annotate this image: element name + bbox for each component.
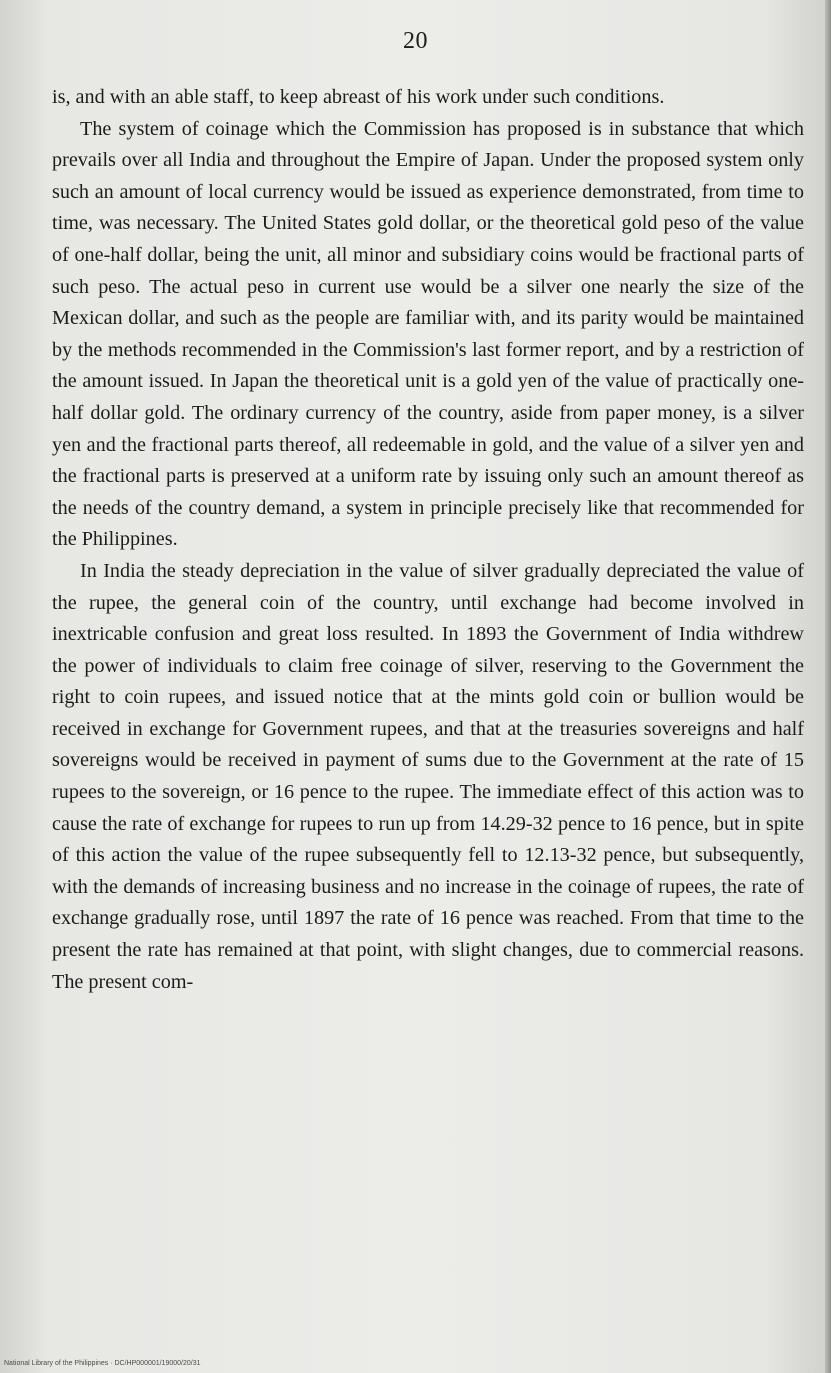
- body-text: [52, 82, 804, 998]
- digitization-credit: National Library of the Philippines · DC/HP000001/19000/20/31: [4, 1360, 201, 1367]
- paragraph-continuation: is, and with an able staff, to keep abreast of his work under such conditions.: [52, 86, 665, 108]
- page-edge-shadow: [825, 0, 831, 1373]
- paragraph-coinage-system: The system of coinage which the Commission has proposed is in substance that which prevails over all India and throughout the Empire of Japan. Under the proposed system only such an amount of local currency would be issued as experience demonstrated, from time to time, was necessary. The United States gold dollar, or the theoretical gold peso of the value of one-half dollar, being the unit, all minor and subsidiary coins would be fractional parts of such peso. The actual peso in current use would be a silver one nearly the size of the Mexican dollar, and such as the people are familiar with, and its parity would be maintained by the methods recommended in the Commission's last former report, and by a restriction of the amount issued. In Japan the theoretical unit is a gold yen of the value of practically one-half dollar gold. The ordinary currency of the country, aside from paper money, is a silver yen and the fractional parts thereof, all redeemable in gold, and the value of a silver yen and the fractional parts is preserved at a uniform rate by issuing only such an amount thereof as the needs of the country demand, a system in principle precisely like that recommended for the Philippines.: [52, 117, 804, 551]
- paragraph-india-rupee: In India the steady depreciation in the value of silver gradually depreciated the value of the rupee, the general coin of the country, until exchange had become involved in inextricable confusion and great loss resulted. In 1893 the Government of India withdrew the power of individuals to claim free coinage of silver, reserving to the Government the right to coin rupees, and issued notice that at the mints gold coin or bullion would be received in exchange for Government rupees, and that at the treasuries sovereigns and half sovereigns would be received in payment of sums due to the Government at the rate of 15 rupees to the sovereign, or 16 pence to the rupee. The immediate effect of this action was to cause the rate of exchange for rupees to run up from 14.29-32 pence to 16 pence, but in spite of this action the value of the rupee subsequently fell to 12.13-32 pence, but subsequently, with the demands of increasing business and no increase in the coinage of rupees, the rate of exchange gradually rose, until 1897 the rate of 16 pence was reached. From that time to the present the rate has remained at that point, with slight changes, due to commercial reasons. The present com-: [52, 559, 804, 993]
- page-number: 20: [403, 28, 428, 54]
